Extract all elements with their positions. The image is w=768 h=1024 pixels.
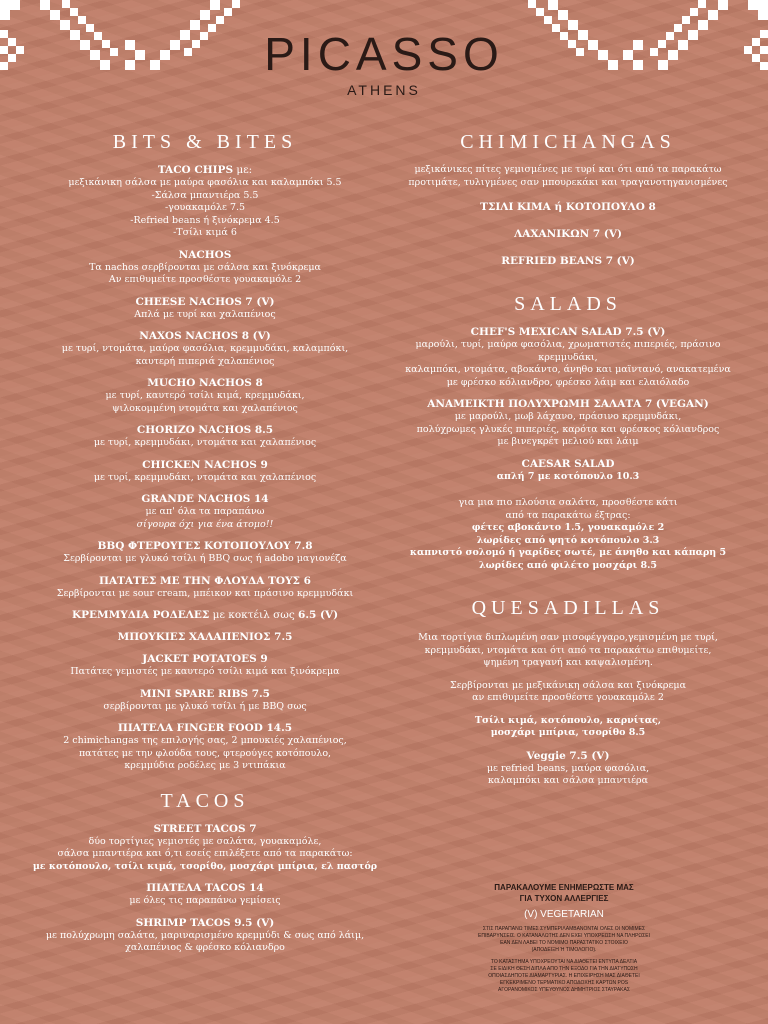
item-desc: πολύχρωμες γλυκές πιπεριές, καρότα και φρέσκος κόλιανδρος [416,423,720,435]
extra-option: καπνιστό σολομό ή γαρίδες σωτέ, με άνηθο και κάπαρη 5 [409,547,727,558]
legal-line: ΕΓΚΕΚΡΙΜΕΝΟ ΤΕΡΜΑΤΙΚΟ ΑΠΟΔΟΧΗΣ ΚΑΡΤΩΝ POS [499,980,629,986]
item-title: MUCHO NACHOS 8 [147,377,263,389]
item-desc: μεξικάνικες πίτες γεμισμένες με τυρί και ότι από τα παρακάτω [414,164,722,175]
item-desc: σερβίρονται με γλυκό τσίλι ή με BBQ σως [103,700,307,712]
item-desc: Σερβίρονται με γλυκό τσίλι ή BBQ σως ή adobo μαγιονέζα [63,553,347,564]
menu-item-quesadilla-meat [388,715,748,740]
menu-item-chimi-chili [388,201,748,214]
item-desc: με τυρί, κρεμμυδάκι, ντομάτα και χαλαπένιος [93,471,317,483]
item-desc: Σερβίρονται με sour cream, μπέικον και πράσινο κρεμμυδάκι [56,587,354,599]
item-desc: Σερβίρονται με μεξικάνικη σάλσα και ξινόκρεμα [449,679,687,691]
menu-item-mucho-nachos [30,377,380,415]
item-title-tail: 6.5 (V) [298,609,339,621]
item-title: ΠΑΤΑΤΕΣ ΜΕ ΤΗΝ ΦΛΟΥΔΑ ΤΟΥΣ 6 [99,574,311,587]
item-title: ΠΙΑΤΕΛΑ TACOS 14 [146,882,264,894]
item-desc: από τα παρακάτω έξτρας: [505,509,631,521]
item-desc: Μια τορτίγια διπλωμένη σαν μισοφέγγαρο,γεμισμένη με τυρί, [418,632,718,643]
menu-item-chefs-salad [388,326,748,389]
item-desc: με πολύχρωμη σαλάτα, μαριναρισμένο κρεμμύδι & σως από λάιμ, [45,929,365,941]
item-title: TACO CHIPS [157,164,234,176]
item-desc: -γουακαμόλε 7.5 [164,202,246,213]
item-title: μοσχάρι μπίρια, τσορίθο 8.5 [490,727,646,738]
legal-line: ΣΤΙΣ ΠΑΡΑΠΑΝΩ ΤΙΜΕΣ ΣΥΜΠΕΡΙΛΑΜΒΑΝΟΝΤΑΙ ΟΛΕΣ ΟΙ ΝΟΜΙΜΕΣ [482,926,646,932]
item-desc: Απλά με τυρί και χαλαπένιος [134,308,276,320]
menu-item-onion-rings [30,609,380,622]
vegetarian-legend: (V) VEGETARIAN [524,909,604,920]
legal-line: ΕΠΙΒΑΡΥΝΣΕΙΣ. Ο ΚΑΤΑΝΑΛΩΤΗΣ ΔΕΝ ΕΧΕΙ ΥΠΟΧΡΕΩΣΗ ΝΑ ΠΛΗΡΩΣΕΙ [477,933,650,939]
item-desc: με φρέσκο κόλιανδρο, φρέσκο λάιμ και ελαιόλαδο [446,376,690,388]
menu-item-chorizo-nachos [30,424,380,450]
item-desc: Αν επιθυμείτε προσθέστε γουακαμόλε 2 [108,274,302,285]
item-title: NAXOS NACHOS 8 (V) [139,330,271,342]
legal-line: ΟΠΟΙΑΣΔΗΠΟΤΕ ΔΙΑΜΑΡΤΥΡΙΑΣ. Η ΕΠΙΧΕΙΡΗΣΗ ΜΑΣ ΔΙΑΘΕΤΕΙ [488,973,640,979]
item-desc: σάλσα μπαντιέρα και ό,τι εσείς επιλέξετε από τα παρακάτω: [57,848,353,859]
extra-option: λωρίδες από φιλέτο μοσχάρι 8.5 [479,559,657,571]
menu-item-taco-chips [30,164,380,240]
item-desc: -Refried beans ή ξινόκρεμα 4.5 [130,214,280,226]
item-title: REFRIED BEANS 7 (V) [501,255,635,267]
item-desc: με τυρί, καυτερό τσίλι κιμά, κρεμμυδάκι, [105,390,305,401]
item-desc: κρεμμυδάκι, ντομάτα και ότι από τα παρακάτω επιθυμείτε, [424,644,712,656]
item-title: ΠΙΑΤΕΛΑ FINGER FOOD 14.5 [117,722,293,734]
item-title: STREET TACOS 7 [153,822,257,835]
item-desc: για μια πιο πλούσια σαλάτα, προσθέστε κάτι [458,497,678,508]
legal-line: ΑΓΟΡΑΝΟΜΙΚΟΣ ΥΠΕΥΘΥΝΟΣ ΔΗΜΗΤΡΙΟΣ ΣΤΑΥΡΑΚΑΣ [498,987,630,993]
item-desc: με όλες τις παραπάνω γεμίσεις [129,895,281,906]
complaint-notice [436,959,692,994]
item-title: CHICKEN NACHOS 9 [142,458,268,471]
item-title: ΑΝΑΜΕΙΚΤΗ ΠΟΛΥΧΡΩΜΗ ΣΑΛΑΤΑ 7 (VEGAN) [427,398,709,410]
menu-item-shrimp-tacos [30,917,380,955]
chimichangas-intro [388,164,748,189]
item-title: ΜΠΟΥΚΙΕΣ ΧΑΛΑΠΕΝΙΟΣ 7.5 [117,631,293,643]
menu-item-chimi-beans [388,255,748,268]
allergy-heading: ΠΑΡΑΚΑΛΟΥΜΕ ΕΝΗΜΕΡΩΣΤΕ ΜΑΣ [494,883,634,892]
legal-line: ΣΕ ΕΙΔΙΚΗ ΘΕΣΗ ΔΙΠΛΑ ΑΠΟ ΤΗΝ ΕΞΟΔΟ ΓΙΑ ΤΗΝ ΔΙΑΤΥΠΩΣΗ [490,966,638,972]
logo-name: PICASSO [264,28,504,80]
item-desc: χαλαπένιος & φρέσκο κόλιανδρο [125,942,285,953]
item-title: ΤΣΙΛΙ ΚΙΜΑ ή ΚΟΤΟΠΟΥΛΟ 8 [480,201,656,213]
item-desc: κρεμμύδια ροδέλες με 3 ντιπάκια [124,760,286,771]
menu-item-potato-skins [30,575,380,601]
section-title-tacos: TACOS [160,789,250,812]
item-desc: καλαμπόκι, ντομάτα, αβοκάντο, άνηθο και μαϊντανό, ανακατεμένα [405,364,731,375]
menu-item-bbq-wings [30,540,380,566]
menu-item-caesar-salad [388,458,748,484]
allergy-footer [436,882,692,994]
item-desc: καλαμπόκι και σάλσα μπαντιέρα [487,775,649,786]
legal-notice [436,926,692,954]
extra-option: λωρίδες από ψητό κοτόπουλο 3.3 [476,534,660,546]
item-title: Veggie 7.5 (V) [526,749,610,762]
item-title: CHEF'S MEXICAN SALAD 7.5 (V) [470,326,666,338]
item-desc: ψιλοκομμένη ντομάτα και χαλαπένιος [112,402,298,414]
item-title: GRANDE NACHOS 14 [141,493,269,505]
menu-item-nachos [30,249,380,287]
legal-line: ΤΟ ΚΑΤΑΣΤΗΜΑ ΥΠΟΧΡΕΟΥΤΑΙ ΝΑ ΔΙΑΘΕΤΕΙ ΕΝΤΥΠΑ ΔΕΛΤΙΑ [490,959,638,965]
logo-city: ATHENS [347,82,421,98]
item-title: CAESAR SALAD [521,457,615,470]
logo [0,28,768,98]
section-title-salads: SALADS [514,293,622,315]
menu-item-street-tacos [30,823,380,874]
item-title: MINI SPARE RIBS 7.5 [140,687,270,700]
item-desc: δύο τορτίγιες γεμιστές με σαλάτα, γουακαμόλε, [88,835,322,847]
item-options: με κοτόπουλο, τσίλι κιμά, τσορίθο, μοσχάρι μπίρια, ελ παστόρ [32,860,378,872]
item-desc: μεξικάνικη σάλσα με μαύρα φασόλια και καλαμπόκι 5.5 [68,177,342,188]
item-desc: -Σάλσα μπαντιέρα 5.5 [151,189,259,201]
item-desc: με τυρί, ντομάτα, μαύρα φασόλια, κρεμμυδάκι, καλαμπόκι, [61,343,349,354]
section-title-chimichangas: CHIMICHANGAS [460,131,676,153]
quesadillas-intro [388,632,748,670]
menu-item-jalapeno-bites [30,631,380,644]
item-desc: ψημένη τραγανή και καψαλισμένη. [483,657,653,668]
right-column [388,130,748,797]
extra-option: φέτες αβοκάντο 1.5, γουακαμόλε 2 [471,522,665,533]
item-desc: με απ' όλα τα παραπάνω [145,506,265,517]
menu-item-jacket-potatoes [30,653,380,679]
menu-item-mixed-salad [388,398,748,449]
item-desc: με μαρούλι, μωβ λάχανο, πράσινο κρεμμυδάκι, [454,411,682,422]
item-title: ΛΑΧΑΝΙΚΩΝ 7 (V) [514,228,622,240]
menu-item-cheese-nachos [30,296,380,322]
item-desc: Τα nachos σερβίρονται με σάλσα και ξινόκρεμα [89,261,321,273]
left-column [30,130,380,964]
item-desc: με τυρί, κρεμμυδάκι, ντομάτα και χαλαπένιος [93,437,317,448]
quesadillas-served [388,680,748,705]
item-title: NACHOS [178,248,232,261]
item-title: Τσίλι κιμά, κοτόπουλο, καρνίτας, [474,714,662,726]
item-title-mid: με κοκτέιλ σως [209,609,299,621]
salad-extras [388,497,748,572]
menu-item-mini-spare-ribs [30,688,380,714]
item-desc: καυτερή πιπεριά χαλαπένιος [135,355,275,367]
legal-line: ΕΑΝ ΔΕΝ ΛΑΒΕΙ ΤΟ ΝΟΜΙΜΟ ΠΑΡΑΣΤΑΤΙΚΟ ΣΤΟΙΧΕΙΟ [500,940,628,946]
menu-item-naxos-nachos [30,330,380,368]
item-prices: απλή 7 με κοτόπουλο 10.3 [496,470,640,482]
item-desc: με βινεγκρέτ μελιού και λάιμ [497,436,639,447]
item-desc: προτιμάτε, τυλιγμένες σαν μπουρεκάκι και τραγανοτηγανισμένες [408,176,728,188]
menu-item-quesadilla-veggie [388,750,748,788]
item-desc: μαρούλι, τυρί, μαύρα φασόλια, χρωματιστές πιπεριές, πράσινο κρεμμυδάκι, [415,339,721,363]
item-desc: πατάτες με την φλούδα τους, φτερούγες κοτόπουλο, [78,747,332,759]
item-title-suffix: με: [233,164,253,176]
section-title-quesadillas: QUESADILLAS [471,597,665,619]
legal-line: (ΑΠΟΔΕΙΞΗ Ή ΤΙΜΟΛΟΓΙΟ). [531,947,597,953]
item-desc: Πατάτες γεμιστές με καυτερό τσίλι κιμά και ξινόκρεμα [70,666,340,677]
item-title: ΚΡΕΜΜΥΔΙΑ ΡΟΔΕΛΕΣ [71,609,210,621]
item-desc: -Τσίλι κιμά 6 [173,227,237,238]
section-title-bits: BITS & BITES [112,131,298,153]
item-note: σίγουρα όχι για ένα άτομο!! [136,518,274,530]
item-title: JACKET POTATOES 9 [142,653,268,665]
item-title: BBQ ΦΤΕΡΟΥΓΕΣ ΚΟΤΟΠΟΥΛΟΥ 7.8 [97,540,313,552]
item-desc: με refried beans, μαύρα φασόλια, [486,762,650,774]
menu-item-finger-food-platter [30,722,380,773]
item-desc: αν επιθυμείτε προσθέστε γουακαμόλε 2 [472,692,664,703]
item-desc: 2 chimichangas της επιλογής σας, 2 μπουκιές χαλαπένιος, [63,735,347,746]
menu-item-tacos-platter [30,882,380,908]
item-title: CHEESE NACHOS 7 (V) [135,295,275,308]
menu-item-chicken-nachos [30,459,380,485]
item-title: CHORIZO NACHOS 8.5 [136,424,274,436]
allergy-heading: ΓΙΑ ΤΥΧΟΝ ΑΛΛΕΡΓΙΕΣ [519,894,609,903]
item-title: SHRIMP TACOS 9.5 (V) [135,916,275,929]
menu-item-grande-nachos [30,493,380,531]
menu-item-chimi-veg [388,228,748,241]
